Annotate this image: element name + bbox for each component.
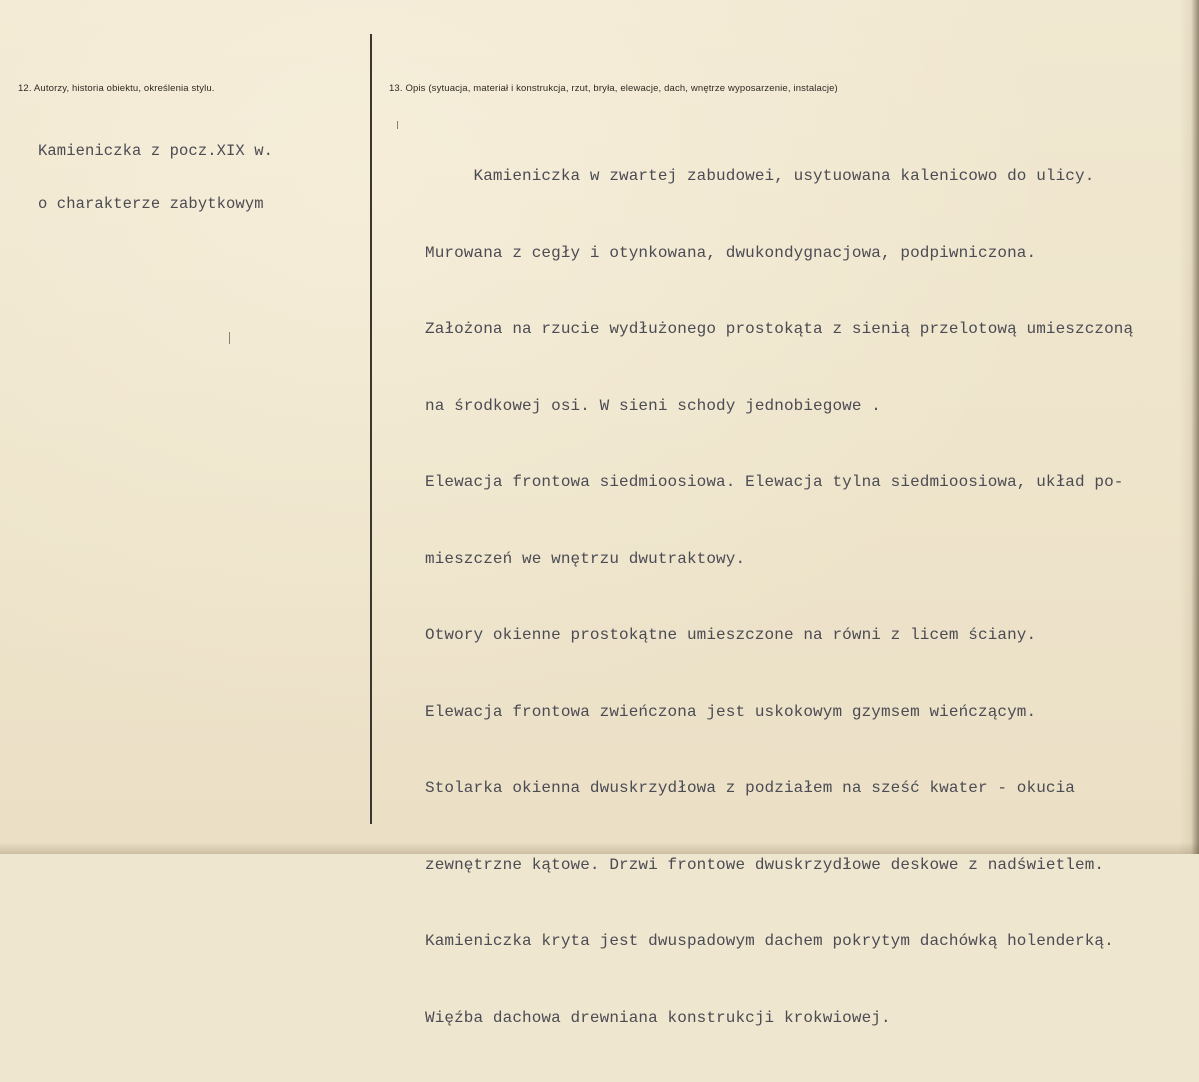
section-12-heading: 12. Autorzy, historia obiektu, określenia stylu. <box>18 83 215 94</box>
pencil-mark <box>229 332 230 344</box>
section-13-line: Elewacja frontowa zwieńczona jest uskokowym gzymsem wieńczącym. <box>425 702 1037 721</box>
section-13-line: Założona na rzucie wydłużonego prostokąta z sienią przelotową umieszczoną <box>425 320 1134 338</box>
pencil-mark <box>397 121 398 129</box>
section-13-line: Kamieniczka kryta jest dwuspadowym dachem pokrytym dachówką holenderką. <box>425 932 1114 950</box>
section-13-line: na środkowej osi. W sieni schody jednobiegowe . <box>425 396 881 415</box>
section-13-text <box>425 113 1133 1082</box>
section-13-line: Więźba dachowa drewniana konstrukcji krokwiowej. <box>425 1008 891 1027</box>
section-12-line: o charakterze zabytkowym <box>38 194 264 213</box>
section-13-line: Kamieniczka w zwartej zabudowei, usytuowana kalenicowo do ulicy. <box>425 167 1095 185</box>
section-13-heading: 13. Opis (sytuacja, materiał i konstrukcja, rzut, bryła, elewacje, dach, wnętrze wyposarzenie, instalacje) <box>389 83 838 94</box>
section-13-line: zewnętrzne kątowe. Drzwi frontowe dwuskrzydłowe deskowe z nadświetlem. <box>425 855 1105 874</box>
section-13-line: Otwory okienne prostokątne umieszczone na równi z licem ściany. <box>425 626 1037 644</box>
section-12-text <box>38 108 273 248</box>
section-12-line: Kamieniczka z pocz.XIX w. <box>38 142 274 160</box>
section-13-line: mieszczeń we wnętrzu dwutraktowy. <box>425 549 746 568</box>
section-13-line: Elewacja frontowa siedmioosiowa. Elewacja tylna siedmioosiowa, układ po- <box>425 473 1124 491</box>
paper-edge-shadow <box>1179 0 1199 854</box>
section-13-line: Stolarka okienna dwuskrzydłowa z podziałem na sześć kwater - okucia <box>425 779 1076 797</box>
column-divider <box>370 34 372 824</box>
section-13-line: Murowana z cegły i otynkowana, dwukondygnacjowa, podpiwniczona. <box>425 243 1037 262</box>
